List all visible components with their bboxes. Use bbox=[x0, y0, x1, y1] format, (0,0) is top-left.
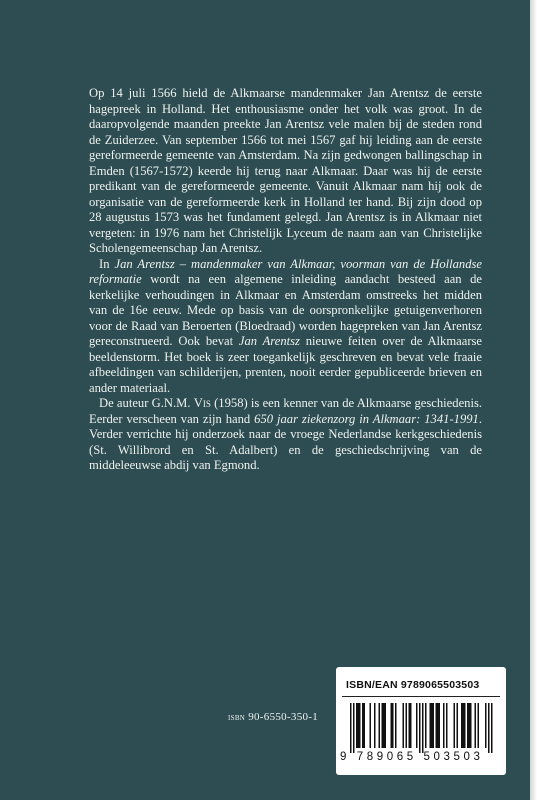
barcode-bar bbox=[358, 703, 360, 748]
barcode-bar bbox=[443, 703, 445, 748]
barcode-bar bbox=[416, 703, 418, 748]
prefix-in: In bbox=[99, 256, 115, 271]
barcode-bar bbox=[410, 703, 412, 748]
paragraph-author-part-b: (1958) is een kenner van de Alkmaarse geschiedenis. Eerder verscheen van zijn hand bbox=[89, 396, 483, 426]
blurb-text bbox=[89, 86, 482, 474]
barcode-bar bbox=[463, 703, 465, 748]
book-title-short: Jan Arentsz bbox=[238, 334, 300, 348]
isbn-label: isbn bbox=[228, 712, 246, 723]
barcode-bar bbox=[437, 703, 439, 748]
barcode-bar bbox=[425, 703, 427, 748]
barcode-bar bbox=[457, 703, 459, 748]
barcode-bar bbox=[383, 703, 385, 748]
paragraph-author-part-a: De auteur G.N.M. bbox=[99, 396, 194, 410]
barcode-bar bbox=[439, 703, 441, 748]
paragraph-intro: Op 14 juli 1566 hield de Alkmaarse mandenmaker Jan Arentsz de eerste hagepreek in Holland. Het enthousiasme onder het volk was groot. In de daaropvolgende maanden preekte Jan Arentsz vele malen bij de steden rond de Zuiderzee. Van september 1566 tot mei 1567 gaf hij leiding aan de eerste gereformeerde gemeente van Amsterdam. Na zijn gedwongen ballingschap in Emden (1567-1572) keerde hij terug naar Alkmaar. Daar was hij de eerste predikant van de gereformeerde gemeente. Vanuit Alkmaar nam hij ook de organisatie van de gereformeerde kerk in Holland ter hand. Bij zijn dood op 28 augustus 1573 was het fundament gelegd. Jan Arentsz is in Alkmaar niet vergeten: in 1976 nam het Christelijk Lyceum de naam aan van Christelijke Scholengemeenschap Jan Arentsz. bbox=[89, 86, 482, 255]
barcode-bar bbox=[364, 703, 366, 748]
barcode-bar bbox=[419, 703, 421, 753]
barcode-bar bbox=[422, 703, 424, 753]
barcode-title: ISBN/EAN 9789065503503 bbox=[346, 679, 480, 691]
barcode-bar bbox=[488, 703, 490, 753]
barcode-bar bbox=[454, 703, 456, 748]
paragraph-book bbox=[89, 257, 482, 397]
barcode-bar bbox=[379, 703, 381, 748]
barcode-bar bbox=[469, 703, 471, 748]
barcode-bar bbox=[382, 703, 384, 748]
paragraph-book-part-b: nieuwe feiten over de Alkmaarse beeldenstorm. Het boek is zeer toegankelijk geschreven en bevat vele fraaie afbeeldingen van schilderijen, prenten, nooit eerder gepubliceerde brieven en ander materiaal. bbox=[89, 334, 483, 395]
barcode-bar bbox=[464, 703, 466, 748]
barcode-bar bbox=[446, 703, 448, 748]
barcode-bar bbox=[467, 703, 469, 748]
barcode-bar bbox=[370, 703, 372, 748]
barcode-rule bbox=[342, 696, 500, 697]
barcode-bar bbox=[359, 703, 361, 748]
barcode-bar bbox=[436, 703, 438, 748]
page-edge bbox=[530, 0, 537, 800]
barcode-bar bbox=[409, 703, 411, 748]
barcode-bar bbox=[350, 703, 352, 753]
barcode-bar bbox=[485, 703, 487, 748]
barcode-bar bbox=[391, 703, 393, 748]
barcode-bar bbox=[356, 703, 358, 748]
barcode-bar bbox=[395, 703, 397, 748]
barcode-bar bbox=[430, 703, 432, 748]
isbn-number: 90-6550-350-1 bbox=[245, 711, 319, 723]
barcode-bar bbox=[374, 703, 376, 748]
barcode-bars bbox=[342, 703, 500, 753]
barcode-bar bbox=[362, 703, 364, 748]
barcode-bar bbox=[406, 703, 408, 748]
barcode-bar bbox=[353, 703, 355, 753]
barcode-bar bbox=[431, 703, 433, 748]
barcode-bar bbox=[491, 703, 493, 753]
barcode-bar bbox=[403, 703, 405, 748]
barcode-bar bbox=[433, 703, 435, 748]
barcode-bar bbox=[478, 703, 480, 748]
barcode-digits: 9 789065 503503 bbox=[340, 751, 484, 763]
author-surname: Vis bbox=[193, 396, 211, 410]
paragraph-author bbox=[89, 396, 482, 474]
paragraph-author-part-c: . Verder verrichte hij onderzoek naar de vroege Nederlandse kerkgeschiedenis (St. Willibrord en St. Adalbert) en de geschiedschrijving van de middeleeuwse abdij van Egmond. bbox=[89, 411, 482, 472]
barcode-bar bbox=[461, 703, 463, 748]
barcode-bar bbox=[470, 703, 472, 748]
barcode-bar bbox=[475, 703, 477, 748]
barcode-bar bbox=[392, 703, 394, 748]
earlier-book-title: 650 jaar ziekenzorg in Alkmaar: 1341-1991 bbox=[254, 411, 479, 426]
barcode-bar bbox=[385, 703, 387, 748]
book-title: Jan Arentsz – mandenmaker van Alkmaar, voorman van de Hollandse reformatie bbox=[89, 256, 482, 286]
barcode-label bbox=[336, 667, 506, 775]
isbn-printed bbox=[228, 711, 318, 723]
paragraph-book-part-a: wordt na een algemene inleiding aandacht besteed aan de kerkelijke verhoudingen in Alkmaar en Amsterdam omstreeks het midden van de 16e eeuw. Mede op basis van de oorspronkelijke getuigenverhoren voor de Raad van Beroerten (Bloedraad) worden hagepreken van Jan Arentsz gereconstrueerd. Ook bevat bbox=[89, 272, 482, 348]
